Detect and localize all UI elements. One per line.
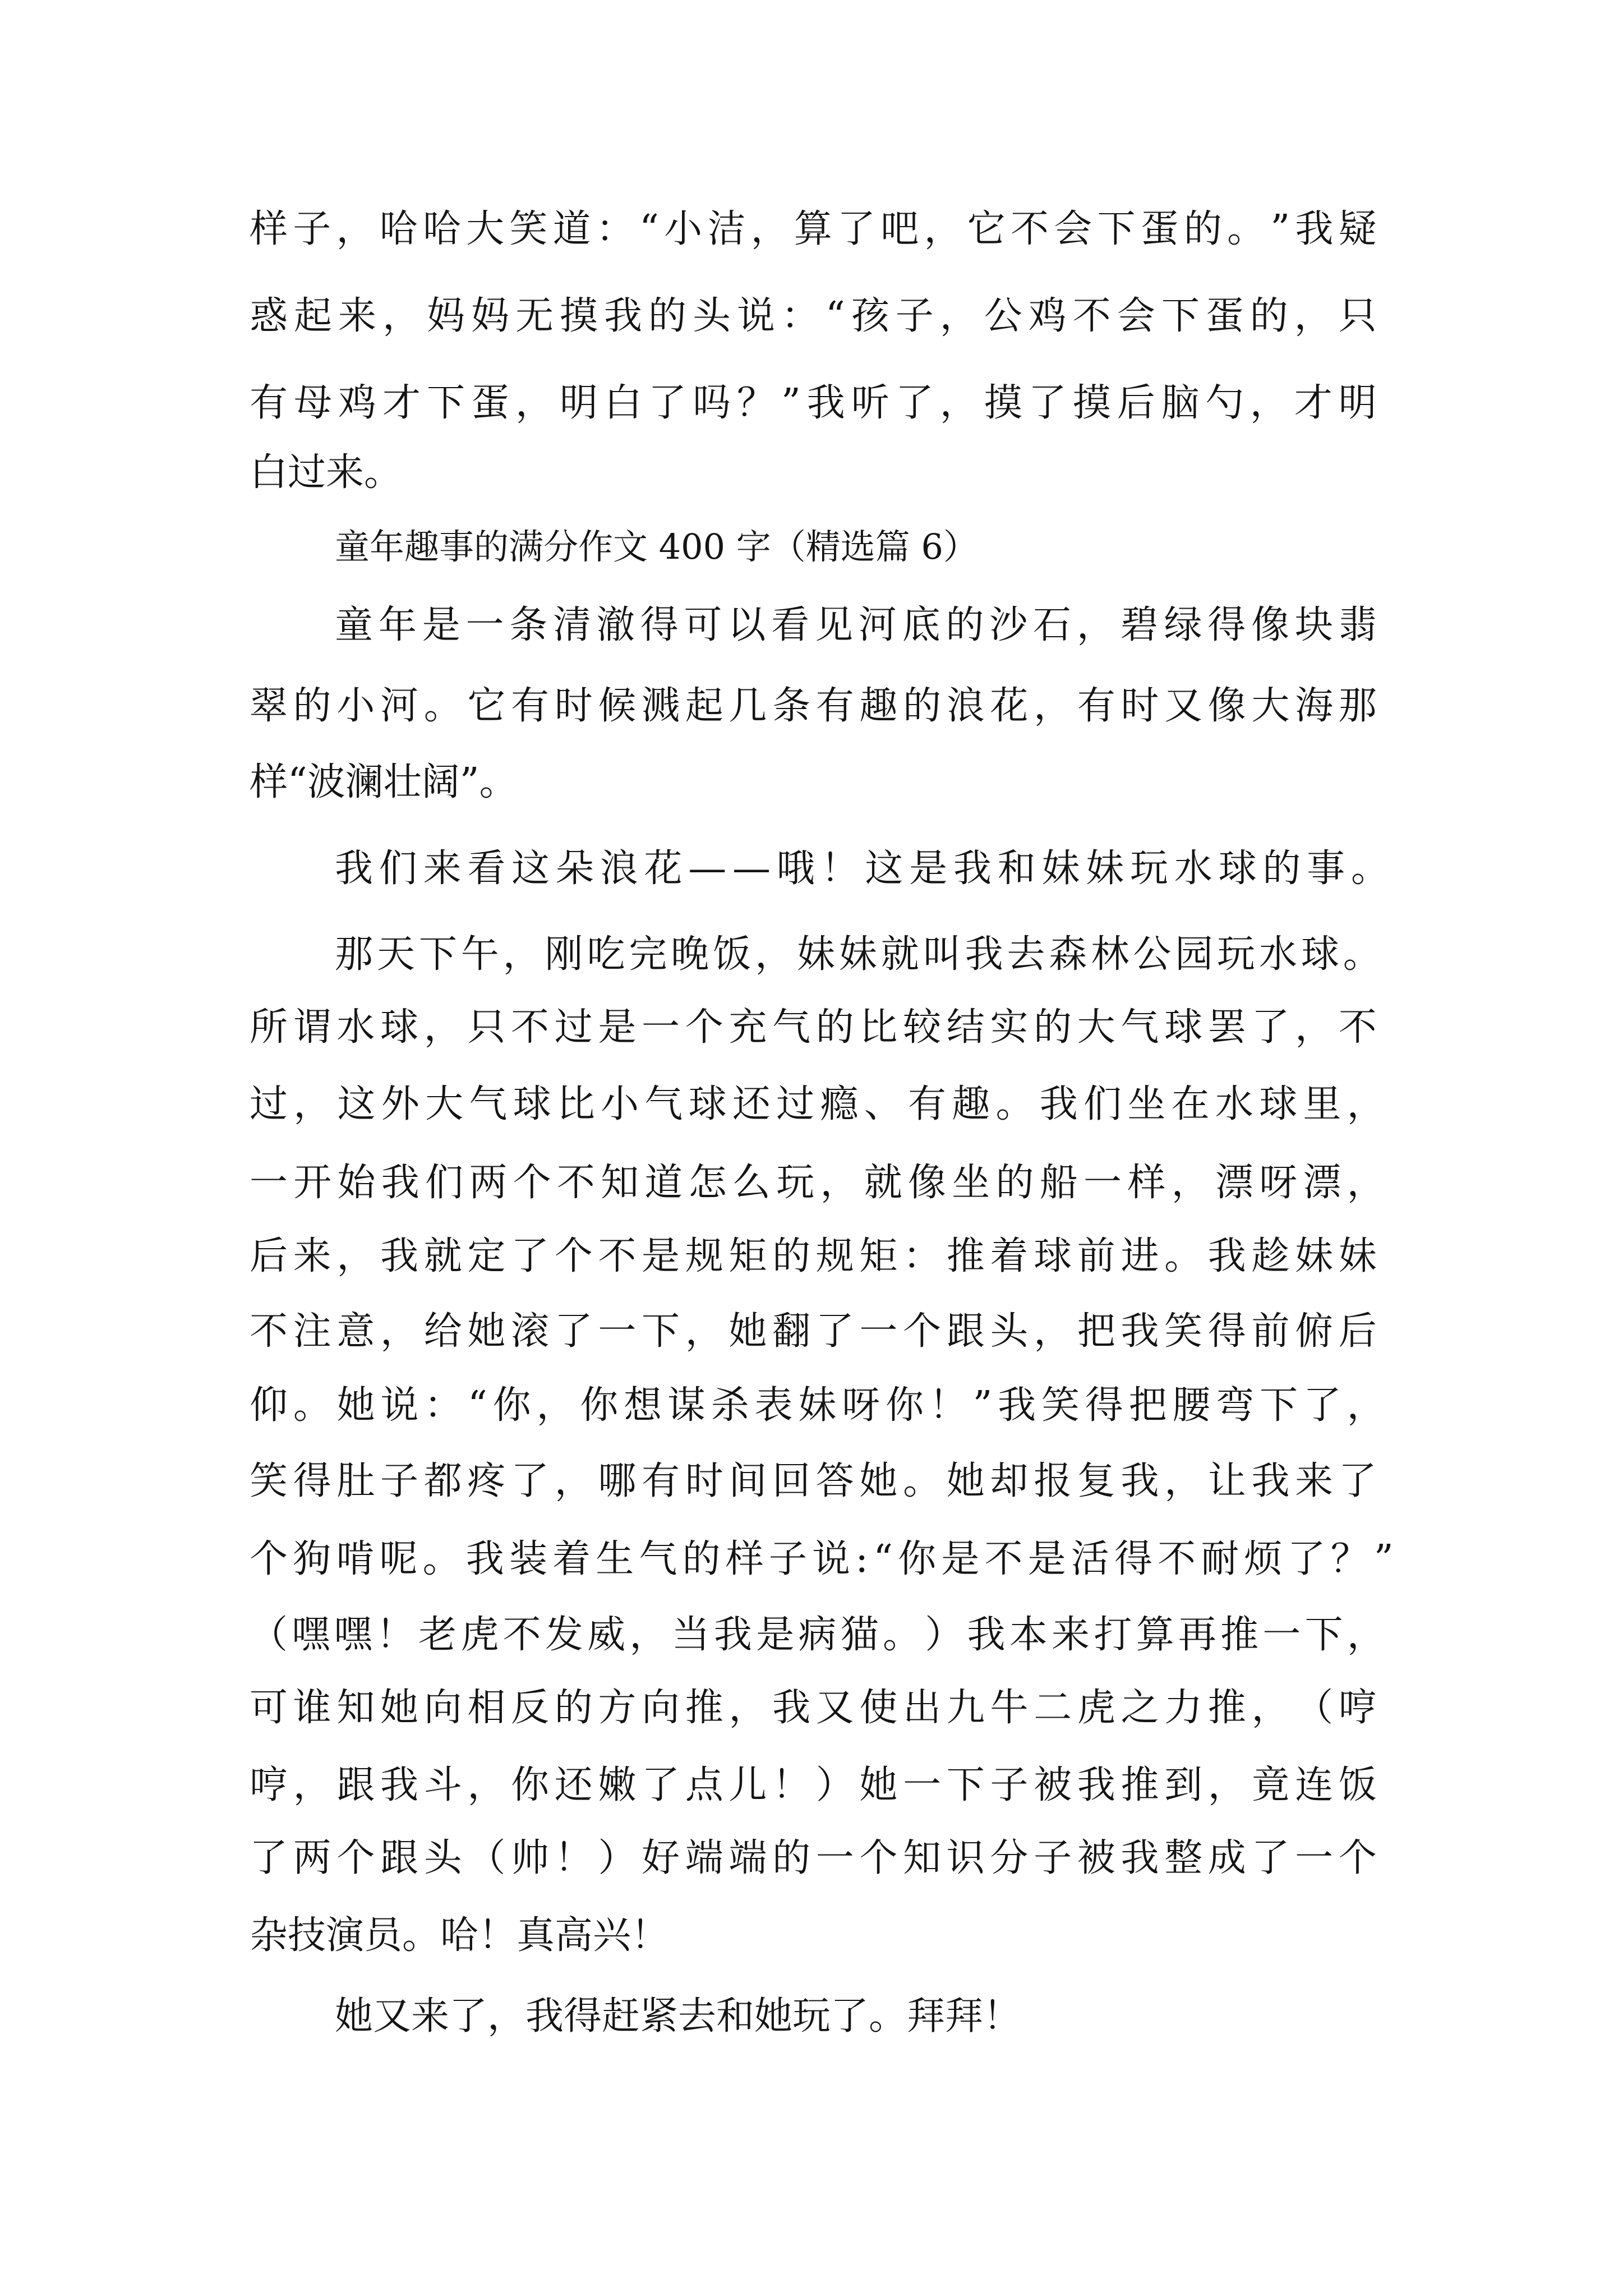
paragraph-line-13: 后 来 ， 我 就 定 了 个 不 是 规 矩 的 规 矩 ： 推 着 球 前 进 。 我 趁 妹 妹 [250, 1234, 1377, 1278]
paragraph-line-5: 童 年 是 一 条 清 澈 得 可 以 看 见 河 底 的 沙 石 ， 碧 绿 得 像 块 翡 [335, 603, 1377, 647]
paragraph-line-1: 样 子 ， 哈 哈 大 笑 道 ： “ 小 洁 ， 算 了 吧 ， 它 不 会 下 蛋 的 。 ” 我 疑 [250, 207, 1377, 251]
section-heading: 童年趣事的满分作文 400 字（精选篇 6） [335, 526, 978, 567]
paragraph-line-3: 有 母 鸡 才 下 蛋 ， 明 白 了 吗 ？ ” 我 听 了 ， 摸 了 摸 后 脑 勺 ， 才 明 [250, 381, 1377, 425]
paragraph-line-11: 过 ， 这 外 大 气 球 比 小 气 球 还 过 瘾 、 有 趣 。 我 们 坐 在 水 球 里 ， [250, 1082, 1385, 1126]
paragraph-line-19: 可 谁 知 她 向 相 反 的 方 向 推 ， 我 又 使 出 九 牛 二 虎 之 力 推 ， （ 哼 [250, 1686, 1377, 1730]
paragraph-line-7: 样“波澜壮阔”。 [250, 760, 518, 804]
paragraph-line-18: （ 嘿 嘿 ！ 老 虎 不 发 威 ， 当 我 是 病 猫 。 ） 我 本 来 打 算 再 推 一 下 ， [250, 1613, 1385, 1657]
paragraph-line-4: 白过来。 [250, 450, 403, 495]
paragraph-line-23: 她又来了，我得赶紧去和她玩了。拜拜！ [335, 1994, 1022, 2039]
paragraph-line-17: 个 狗 啃 呢 。 我 装 着 生 气 的 样 子 说 : “ 你 是 不 是 活 得 不 耐 烦 了 ？ ” [250, 1537, 1394, 1581]
paragraph-line-6: 翠 的 小 河 。 它 有 时 候 溅 起 几 条 有 趣 的 浪 花 ， 有 时 又 像 大 海 那 [250, 684, 1377, 728]
paragraph-line-20: 哼 ， 跟 我 斗 ， 你 还 嫩 了 点 儿 ！ ） 她 一 下 子 被 我 推 到 ， 竟 连 饭 [250, 1763, 1377, 1807]
paragraph-line-15: 仰 。 她 说 ： “ 你 ， 你 想 谋 杀 表 妹 呀 你 ！ ” 我 笑 得 把 腰 弯 下 了 ， [250, 1383, 1385, 1428]
paragraph-line-12: 一 开 始 我 们 两 个 不 知 道 怎 么 玩 ， 就 像 坐 的 船 一 样 ， 漂 呀 漂 ， [250, 1161, 1385, 1205]
paragraph-line-22: 杂技演员。哈！真高兴！ [250, 1913, 670, 1958]
paragraph-line-8: 我 们 来 看 这 朵 浪 花 — — 哦 ！ 这 是 我 和 妹 妹 玩 水 球 的 事 。 [335, 846, 1389, 891]
paragraph-line-21: 了 两 个 跟 头 （ 帅 ！ ） 好 端 端 的 一 个 知 识 分 子 被 我 整 成 了 一 个 [250, 1836, 1377, 1880]
paragraph-line-16: 笑 得 肚 子 都 疼 了 ， 哪 有 时 间 回 答 她 。 她 却 报 复 我 ， 让 我 来 了 [250, 1459, 1377, 1503]
paragraph-line-9: 那 天 下 午 ， 刚 吃 完 晚 饭 ， 妹 妹 就 叫 我 去 森 林 公 园 玩 水 球 。 [335, 932, 1381, 977]
paragraph-line-10: 所 谓 水 球 ， 只 不 过 是 一 个 充 气 的 比 较 结 实 的 大 气 球 罢 了 ， 不 [250, 1005, 1377, 1050]
paragraph-line-2: 惑 起 来 ， 妈 妈 无 摸 我 的 头 说 ： “ 孩 子 ， 公 鸡 不 会 下 蛋 的 ， 只 [250, 294, 1377, 338]
paragraph-line-14: 不 注 意 ， 给 她 滚 了 一 下 ， 她 翻 了 一 个 跟 头 ， 把 我 笑 得 前 俯 后 [250, 1309, 1377, 1354]
